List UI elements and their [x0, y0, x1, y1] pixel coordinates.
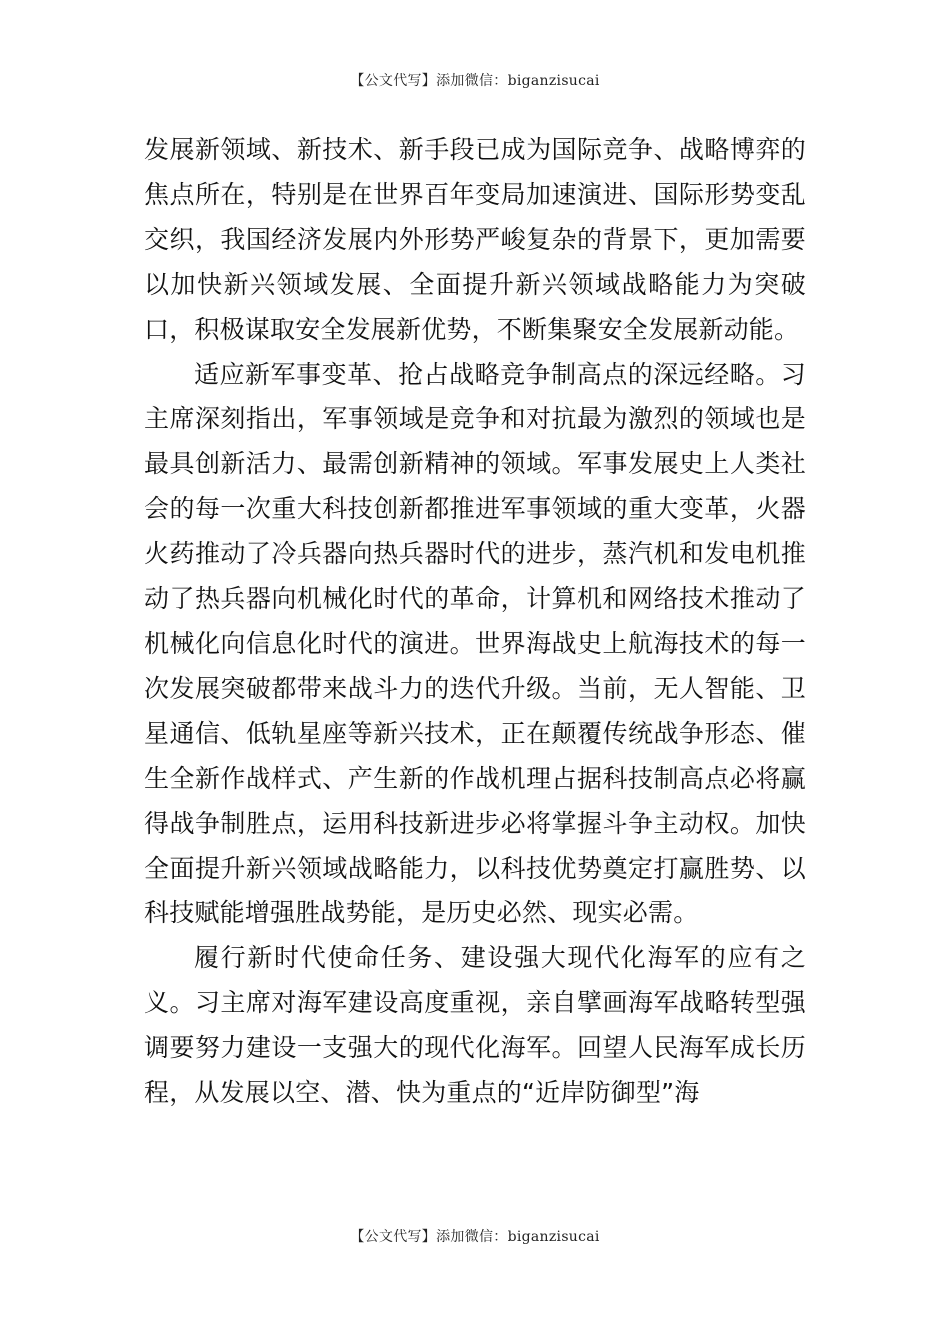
paragraph-military-reform: 适应新军事变革、抢占战略竞争制高点的深远经略。习主席深刻指出，军事领域是竞争和对抗最为激烈的领域也是最具创新活力、最需创新精神的领域。军事发展史上人类社会的每一次重大科技创新都推进军事领域的重大变革，火器火药推动了冷兵器向热兵器时代的进步，蒸汽机和发电机推动了热兵器向机械化时代的革命，计算机和网络技术推动了机械化向信息化时代的演进。世界海战史上航海技术的每一次发展突破都带来战斗力的迭代升级。当前，无人智能、卫星通信、低轨星座等新兴技术，正在颠覆传统战争形态、催生全新作战样式、产生新的作战机理占据科技制高点必将赢得战争制胜点，运用科技新进步必将掌握斗争主动权。加快全面提升新兴领域战略能力，以科技优势奠定打赢胜势、以科技赋能增强胜战势能，是历史必然、现实必需。 — [144, 359, 806, 928]
page-header-watermark: 【公文代写】添加微信：biganzisucai — [350, 73, 600, 89]
document-body — [144, 128, 806, 1116]
paragraph-navy-mission: 履行新时代使命任务、建设强大现代化海军的应有之义。习主席对海军建设高度重视，亲自擘画海军战略转型强调要努力建设一支强大的现代化海军。回望人民海军成长历程，从发展以空、潜、快为重点的“近岸防御型”海 — [144, 943, 806, 1108]
paragraph-continuation: 发展新领域、新技术、新手段已成为国际竞争、战略博弈的焦点所在，特别是在世界百年变局加速演进、国际形势变乱交织，我国经济发展内外形势严峻复杂的背景下，更加需要以加快新兴领域发展、全面提升新兴领域战略能力为突破口，积极谋取安全发展新优势，不断集聚安全发展新动能。 — [144, 135, 806, 344]
page-footer-watermark: 【公文代写】添加微信：biganzisucai — [350, 1229, 600, 1245]
